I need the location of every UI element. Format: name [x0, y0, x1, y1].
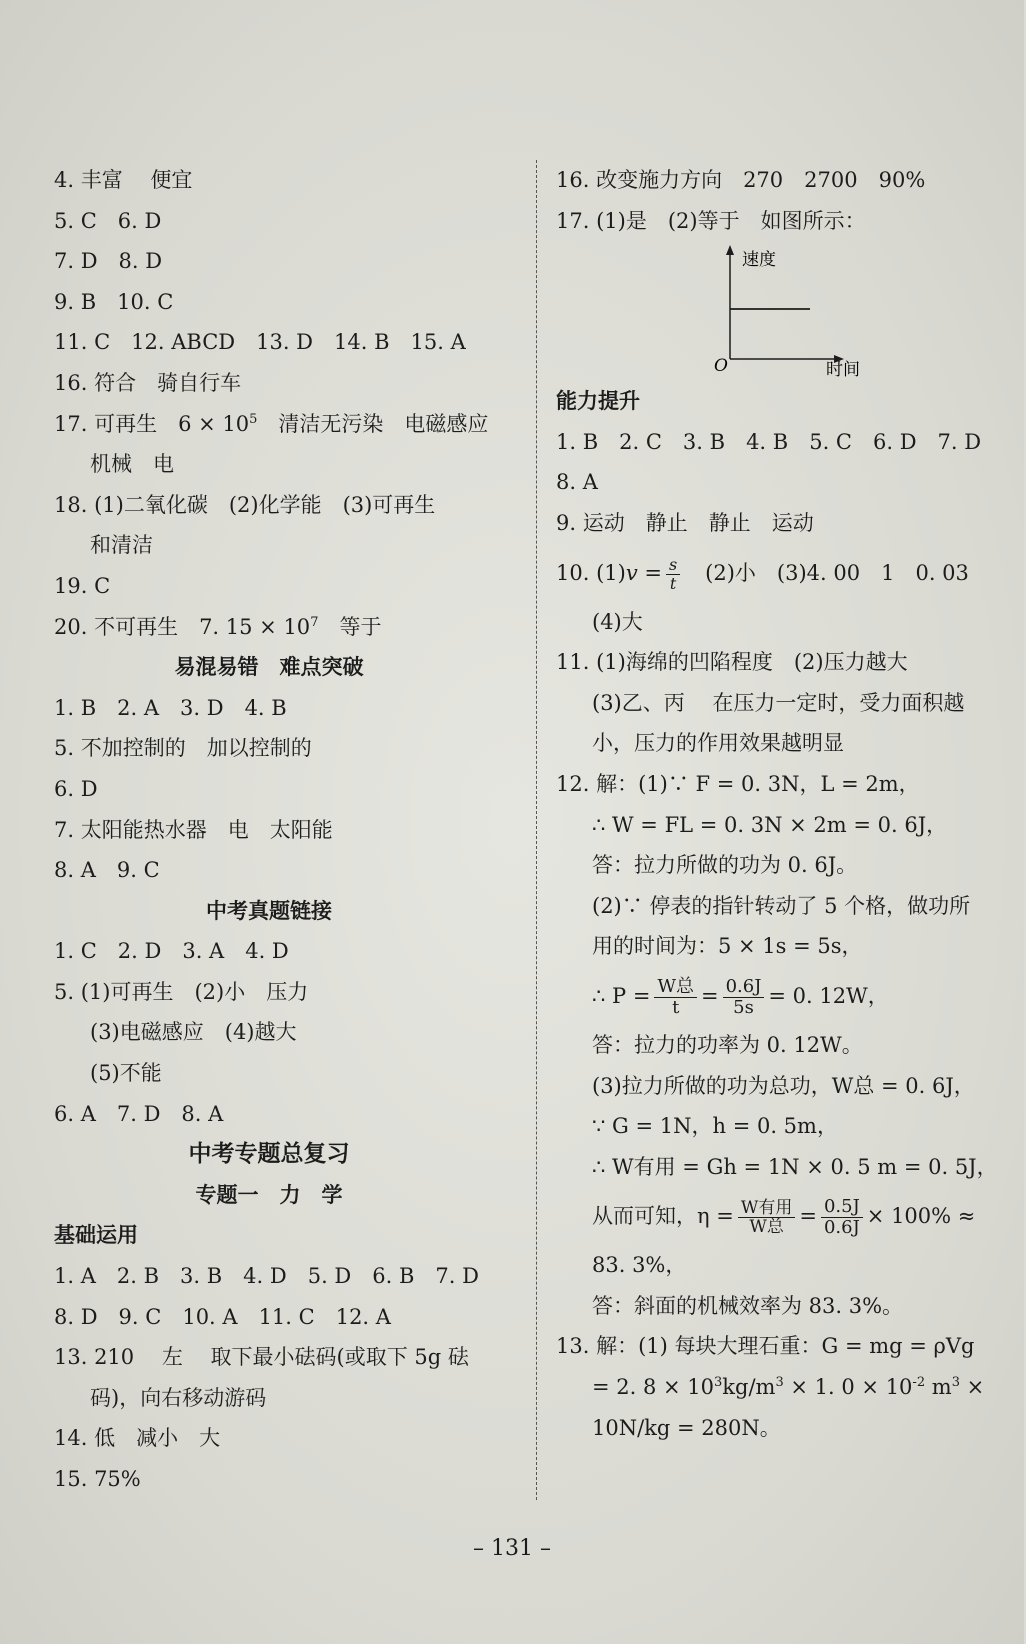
fraction-denominator: W总 — [749, 1217, 784, 1238]
fraction-denominator: t — [672, 996, 680, 1018]
answer-line: 19. C — [54, 573, 111, 598]
exponent: 7 — [310, 614, 319, 630]
fraction — [821, 1197, 863, 1238]
answer-line: 11. (1)海绵的凹陷程度 (2)压力越大 — [556, 650, 908, 675]
answer-line: 5. (1)可再生 (2)小 压力 — [54, 979, 309, 1004]
answer-line: ∵ G = 1N，h = 0. 5m， — [592, 1114, 838, 1139]
answer-line: 5. C 6. D — [54, 208, 162, 233]
answer-line — [54, 404, 514, 445]
answer-line: 16. 符合 骑自行车 — [54, 370, 242, 395]
answer-line — [556, 967, 1026, 1025]
answer-line: 8. D 9. C 10. A 11. C 12. A — [54, 1304, 391, 1329]
answer-line: 15. 75% — [54, 1467, 141, 1491]
text-part: × — [959, 1375, 985, 1400]
text-part: 10. (1) — [556, 560, 626, 585]
fraction-numerator: 0.6J — [723, 977, 765, 998]
x-axis-label: 时间 — [826, 360, 860, 381]
answer-line: 13. 210 左 取下最小砝码(或取下 5g 砝 — [54, 1345, 469, 1370]
answer-line: 4. 丰富 便宜 — [54, 168, 193, 192]
text-part: = — [799, 1204, 817, 1229]
text-part: × 100% ≈ — [866, 1204, 976, 1229]
text-part: 从而可知，η = — [592, 1204, 734, 1229]
text-part: 17. 可再生 6 × 10 — [54, 411, 250, 436]
answer-line: (5)不能 — [90, 1061, 162, 1086]
answer-line: 11. C 12. ABCD 13. D 14. B 15. A — [54, 330, 466, 355]
section-heading: 中考真题链接 — [206, 897, 332, 923]
answer-line: 小，压力的作用效果越明显 — [592, 731, 844, 756]
answer-line: 5. 不加控制的 加以控制的 — [54, 736, 312, 761]
exponent: -2 — [912, 1375, 926, 1391]
fraction — [666, 556, 680, 592]
fraction-denominator: 5s — [733, 996, 754, 1018]
text-part: (2)小 (3)4. 00 1 0. 03 — [684, 560, 969, 585]
text-part: kg/m — [722, 1375, 776, 1400]
answer-line: 9. B 10. C — [54, 289, 174, 314]
answer-line: 1. C 2. D 3. A 4. D — [54, 939, 289, 964]
answer-line: 答：斜面的机械效率为 83. 3%。 — [592, 1293, 904, 1318]
answer-line: 8. A 9. C — [54, 858, 160, 883]
exponent: 5 — [249, 411, 258, 427]
answer-line: 83. 3%， — [592, 1253, 687, 1278]
answer-line: 答：拉力的功率为 0. 12W。 — [592, 1032, 863, 1057]
text-part: m — [925, 1375, 952, 1400]
fraction-denominator: t — [669, 573, 677, 593]
answer-line: 机械 电 — [90, 452, 174, 477]
column-divider — [536, 160, 537, 1500]
subsection-heading: 能力提升 — [556, 388, 640, 414]
origin-label: O — [714, 356, 728, 377]
fraction-numerator: W总 — [654, 977, 697, 998]
answer-line: (3)电磁感应 (4)越大 — [90, 1020, 297, 1045]
answer-line: (3)乙、丙 在压力一定时，受力面积越 — [592, 690, 965, 715]
exponent: 3 — [714, 1375, 723, 1391]
answer-line: 10N/kg = 280N。 — [592, 1415, 781, 1440]
text-part: = — [700, 983, 719, 1008]
text-part: = 2. 8 × 10 — [592, 1375, 715, 1400]
answer-line: (3)拉力所做的功为总功，W总 = 0. 6J， — [592, 1073, 975, 1098]
text-part: 等于 — [318, 614, 382, 639]
answer-line: 12. 解：(1)∵ F = 0. 3N，L = 2m， — [556, 771, 920, 796]
answer-line: 8. A — [556, 470, 598, 495]
answer-line — [54, 607, 514, 648]
answer-line: 18. (1)二氧化碳 (2)化学能 (3)可再生 — [54, 492, 436, 517]
y-axis-arrow — [726, 245, 734, 255]
section-heading: 易混易错 难点突破 — [174, 654, 364, 680]
answer-line: 1. B 2. A 3. D 4. B — [54, 695, 287, 720]
answer-line: ∴ W有用 = Gh = 1N × 0. 5 m = 0. 5J， — [592, 1154, 998, 1179]
answer-line: 和清洁 — [90, 533, 153, 558]
answer-line — [556, 544, 1026, 602]
answer-line: 16. 改变施力方向 270 2700 90% — [556, 168, 926, 192]
answer-line: 6. D — [54, 776, 98, 801]
page-number: – 131 – — [473, 1536, 551, 1561]
answer-line: 码)，向右移动游码 — [90, 1385, 267, 1410]
topic-heading: 专题一 力 学 — [195, 1181, 343, 1207]
fraction-numerator: 0.5J — [821, 1197, 863, 1218]
y-axis-label: 速度 — [742, 250, 776, 271]
exponent: 3 — [775, 1375, 784, 1391]
fraction — [654, 977, 697, 1018]
velocity-time-graph — [556, 241, 1026, 381]
answer-line: 答：拉力所做的功为 0. 6J。 — [592, 853, 858, 878]
answer-line: 14. 低 减小 大 — [54, 1426, 221, 1451]
text-part: ∴ P = — [592, 983, 651, 1008]
left-column — [54, 160, 514, 1500]
answer-line: ∴ W = FL = 0. 3N × 2m = 0. 6J， — [592, 812, 948, 837]
right-column — [556, 160, 1026, 1448]
answer-line — [556, 1367, 1026, 1408]
fraction-numerator: W有用 — [738, 1199, 795, 1219]
fraction — [723, 977, 765, 1018]
fraction-numerator: s — [666, 556, 680, 575]
fraction-denominator: 0.6J — [823, 1217, 860, 1239]
text-part: = 0. 12W， — [768, 983, 889, 1008]
answer-line: (2)∵ 停表的指针转动了 5 个格，做功所 — [592, 893, 971, 918]
answer-line: 6. A 7. D 8. A — [54, 1101, 224, 1126]
answer-line: 9. 运动 静止 静止 运动 — [556, 510, 814, 535]
answer-line: 用的时间为：5 × 1s = 5s， — [592, 934, 863, 959]
exponent: 3 — [951, 1375, 960, 1391]
graph-svg — [556, 241, 860, 381]
chapter-heading: 中考专题总复习 — [188, 1140, 350, 1168]
text-part: 20. 不可再生 7. 15 × 10 — [54, 614, 311, 639]
answer-line: 1. B 2. C 3. B 4. B 5. C 6. D 7. D — [556, 429, 982, 454]
answer-line: 13. 解：(1) 每块大理石重：G = mg = ρVg — [556, 1334, 975, 1359]
formula-var: v = — [625, 560, 662, 585]
answer-line: 7. 太阳能热水器 电 太阳能 — [54, 817, 333, 842]
answer-line: 17. (1)是 (2)等于 如图所示： — [556, 208, 866, 233]
answer-line: 7. D 8. D — [54, 249, 163, 274]
subsection-heading: 基础运用 — [54, 1222, 138, 1248]
text-part: 清洁无污染 电磁感应 — [257, 411, 489, 436]
answer-line: (4)大 — [592, 609, 643, 634]
answer-line — [556, 1187, 1026, 1245]
text-part: × 1. 0 × 10 — [783, 1375, 913, 1400]
answer-line: 1. A 2. B 3. B 4. D 5. D 6. B 7. D — [54, 1264, 479, 1289]
fraction — [738, 1199, 795, 1237]
